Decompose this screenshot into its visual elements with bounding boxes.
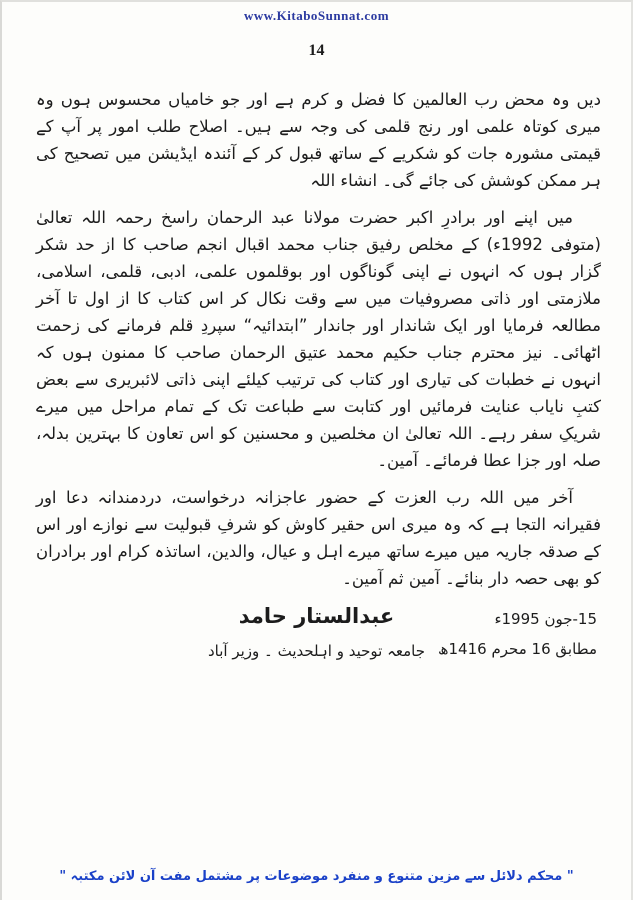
- paragraph-2: میں اپنے اور برادرِ اکبر حضرت مولانا عبد الرحمان راسخ رحمہ اللہ تعالیٰ (متوفی 1992ء) کے مخلص رفیق جناب محمد اقبال انجم صاحب کا از حد شکر گزار ہوں کہ انہوں نے اپنی گوناگوں اور بوقلموں علمی، ادبی، قلمی، اسلامی، ملازمتی اور ذاتی مصروفیات میں سے وقت نکال کر اس کتاب کا از اول تا آخر مطالعہ فرمایا اور ایک شاندار اور جاندار ”ابتدائیہ“ سپردِ قلم فرمانے کی زحمت اٹھائی۔ نیز محترم جناب حکیم محمد عتیق الرحمان صاحب کا ممنون ہوں کہ انہوں نے خطبات کی تیاری اور کتاب کی ترتیب کیلئے اپنی ذاتی لائبریری سے بعض کتبِ نایاب عنایت فرمائیں اور کتابت سے طباعت تک کے تمام مراحل میں میرے شریکِ سفر رہے۔ اللہ تعالیٰ ان مخلصین و محسنین کو اس تعاون کا بہترین بدلہ، صلہ اور جزا عطا فرمائے۔ آمین۔: [36, 208, 601, 470]
- date-block: [438, 604, 597, 664]
- document-body: [36, 86, 601, 592]
- paragraph-3: آخر میں اللہ رب العزت کے حضور عاجزانہ درخواست، دردمندانہ دعا اور فقیرانہ التجا ہے کہ وہ میری اس حقیر کاوش کو شرفِ قبولیت سے نوازے اور اس کے صدقہ جاریہ میں میرے ساتھ میرے اہل و عیال، والدین، اساتذہ کرام اور برادران کو بھی حصہ دار بنائے۔ آمین ثم آمین۔: [36, 488, 601, 588]
- footer-slogan: " محکم دلائل سے مزین متنوع و منفرد موضوعات پر مشتمل مفت آن لائن مکتبہ ": [59, 869, 574, 884]
- hijri-date: مطابق 16 محرم 1416ھ: [438, 640, 597, 658]
- website-url: www.KitaboSunnat.com: [243, 8, 390, 23]
- author-name: عبدالستار حامد: [238, 604, 395, 628]
- institution-name: جامعہ توحید و اہلحدیث ۔ وزیر آباد: [207, 642, 426, 660]
- gregorian-date: 15-جون 1995ء: [494, 610, 597, 628]
- page-number: 14: [308, 42, 325, 59]
- signature-block: [2, 602, 631, 680]
- paragraph-1: دیں وہ محض رب العالمین کا فضل و کرم ہے اور جو خامیاں محسوس ہوں وہ میری کوتاہ علمی اور رنج قلمی کی وجہ سے ہیں۔ اصلاح طلب امور پر آپ کے قیمتی مشورہ جات کو شکریے کے ساتھ قبول کر کے آئندہ ایڈیشن میں تصحیح کی ہر ممکن کوشش کی جائے گی۔ انشاء اللہ: [36, 90, 601, 190]
